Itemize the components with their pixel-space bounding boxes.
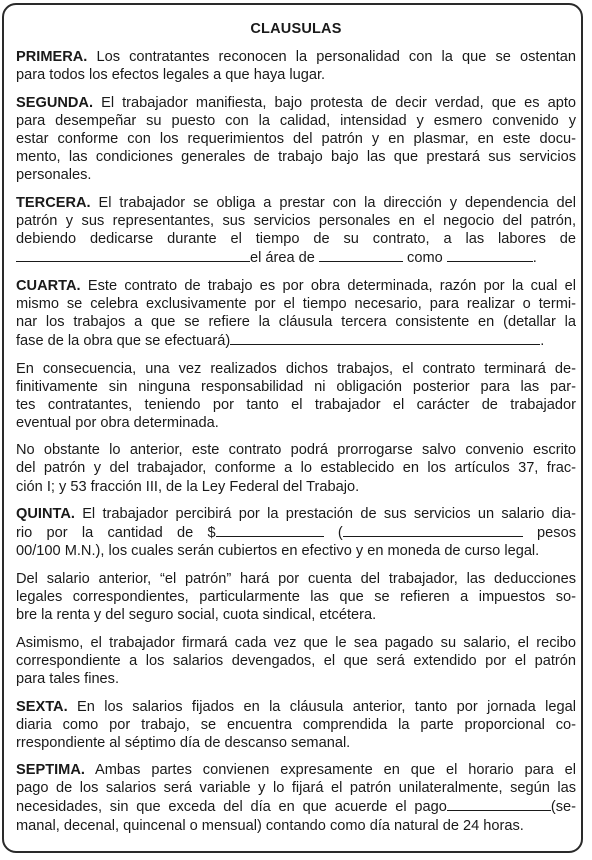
paragraph-consecuencia: En consecuencia, una vez realizados dichos trabajos, el contrato terminará de- finitivamente sin ninguna responsabilidad ni obligación posterior para las par- tes contratantes, teniendo por tanto el trabajador el carácter de trabajador eventual por obra determinada. <box>16 360 576 431</box>
clause-tercera: TERCERA. El trabajador se obliga a prestar con la dirección y dependencia del patrón y sus representantes, sus servicios personales en el negocio del patrón, debiendo dedicarse durante el tiempo de su contrato, a las labores de el área de como . <box>16 194 576 267</box>
clause-segunda: SEGUNDA. El trabajador manifiesta, bajo protesta de decir verdad, que es apto para desempeñar su puesto con la calidad, intensidad y esmero convenido y estar conforme con los requerimientos del patrón y en plasmar, en este docu- mento, las condiciones generales de trabajo bajo las que prestará sus servicios personales. <box>16 94 576 184</box>
paragraph-recibo: Asimismo, el trabajador firmará cada vez que le sea pagado su salario, el recibo correspondiente a los salarios devengados, el que será extendido por el patrón para tales fines. <box>16 634 576 687</box>
document-title: CLAUSULAS <box>250 21 342 37</box>
clause-primera: PRIMERA. Los contratantes reconocen la personalidad con la que se ostentan para todos los efectos legales a que haya lugar. <box>16 49 576 84</box>
clause-label: SEGUNDA. <box>16 94 94 111</box>
clause-label: CUARTA. <box>16 277 81 294</box>
paragraph-no-obstante: No obstante lo anterior, este contrato podrá prorrogarse salvo convenio escrito del patrón y del trabajador, conforme a lo establecido en los artículos 37, frac- ción I; y 53 fracción III, de la Ley Federal del Trabajo. <box>16 442 576 495</box>
position-blank[interactable] <box>447 248 533 262</box>
clause-label: PRIMERA. <box>16 49 88 66</box>
clause-label: SEXTA. <box>16 698 68 715</box>
salary-amount-blank[interactable] <box>216 523 324 537</box>
clause-label: TERCERA. <box>16 194 91 211</box>
clause-septima: SEPTIMA. Ambas partes convienen expresamente en que el horario para el pago de los salarios será variable y lo fijará el patrón unilateralmente, según las necesidades, sin que exceda del día en que acuerde el pago (se- manal, decenal, quincenal o mensual) contando como día natural de 24 horas. <box>16 762 576 834</box>
salary-words-blank[interactable] <box>343 523 523 537</box>
clause-label: QUINTA. <box>16 506 75 523</box>
clause-quinta: QUINTA. El trabajador percibirá por la prestación de sus servicios un salario dia- rio por la cantidad de $ ( pesos 00/100 M.N.), los cuales serán cubiertos en efectivo y en moneda de curso legal. <box>16 506 576 560</box>
payment-day-blank[interactable] <box>447 797 551 811</box>
paragraph-deducciones: Del salario anterior, “el patrón” hará por cuenta del trabajador, las deducciones legales correspondientes, particularmente las que se refieren a impuestos so- bre la renta y del seguro social, cuota sindical, etcétera. <box>16 570 576 624</box>
clause-cuarta: CUARTA. Este contrato de trabajo es por obra determinada, razón por la cual el mismo se celebra exclusivamente por el tiempo necesario, para realizar o termi- nar los trabajos a que se refiere la cláusula tercera consistente en (detallar la fase de la obra que se efectuará) . <box>16 277 576 349</box>
clause-sexta: SEXTA. En los salarios fijados en la cláusula anterior, tanto por jornada legal diaria como por trabajo, se encuentra comprendida la parte proporcional co- rrespondiente al séptimo día de descanso semanal. <box>16 698 576 751</box>
clauses-document <box>16 20 576 844</box>
labor-blank[interactable] <box>16 248 250 262</box>
work-phase-blank[interactable] <box>230 331 540 345</box>
clause-label: SEPTIMA. <box>16 762 85 779</box>
area-blank[interactable] <box>319 248 403 262</box>
